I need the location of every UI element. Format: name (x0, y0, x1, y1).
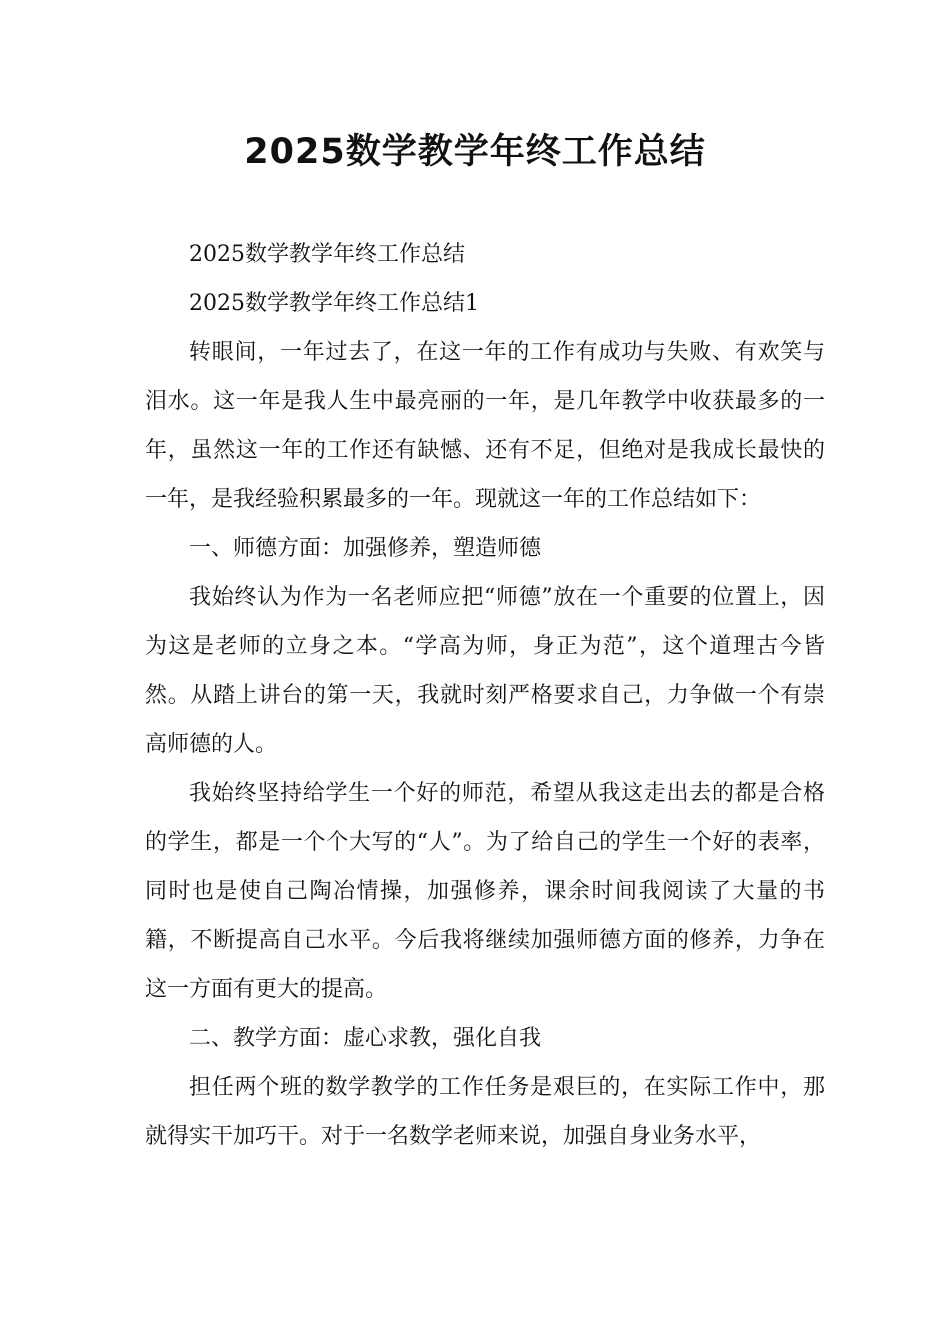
paragraph-intro: 转眼间，一年过去了，在这一年的工作有成功与失败、有欢笑与泪水。这一年是我人生中最亮丽的一年，是几年教学中收获最多的一年，虽然这一年的工作还有缺憾、还有不足，但绝对是我成长最快的一年，是我经验积累最多的一年。现就这一年的工作总结如下： (145, 340, 825, 512)
paragraph-section-heading: 2025数学教学年终工作总结1 (189, 291, 479, 316)
paragraph-teaching-1: 担任两个班的数学教学的工作任务是艰巨的，在实际工作中，那就得实干加巧干。对于一名数学老师来说，加强自身业务水平， (145, 1075, 825, 1149)
paragraph-ethics-2: 我始终坚持给学生一个好的师范，希望从我这走出去的都是合格的学生，都是一个个大写的“人”。为了给自己的学生一个好的表率，同时也是使自己陶冶情操，加强修养，课余时间我阅读了大量的书籍，不断提高自己水平。今后我将继续加强师德方面的修养，力争在这一方面有更大的提高。 (145, 781, 825, 1002)
document-body (145, 230, 825, 1161)
paragraph-ethics-1: 我始终认为作为一名老师应把“师德”放在一个重要的位置上，因为这是老师的立身之本。“学高为师，身正为范”，这个道理古今皆然。从踏上讲台的第一天，我就时刻严格要求自己，力争做一个有崇高师德的人。 (145, 585, 825, 757)
document-title: 2025数学教学年终工作总结 (244, 132, 706, 172)
heading-ethics: 一、师德方面：加强修养，塑造师德 (189, 536, 542, 561)
paragraph-subtitle: 2025数学教学年终工作总结 (189, 242, 465, 267)
heading-teaching: 二、教学方面：虚心求教，强化自我 (189, 1026, 542, 1051)
